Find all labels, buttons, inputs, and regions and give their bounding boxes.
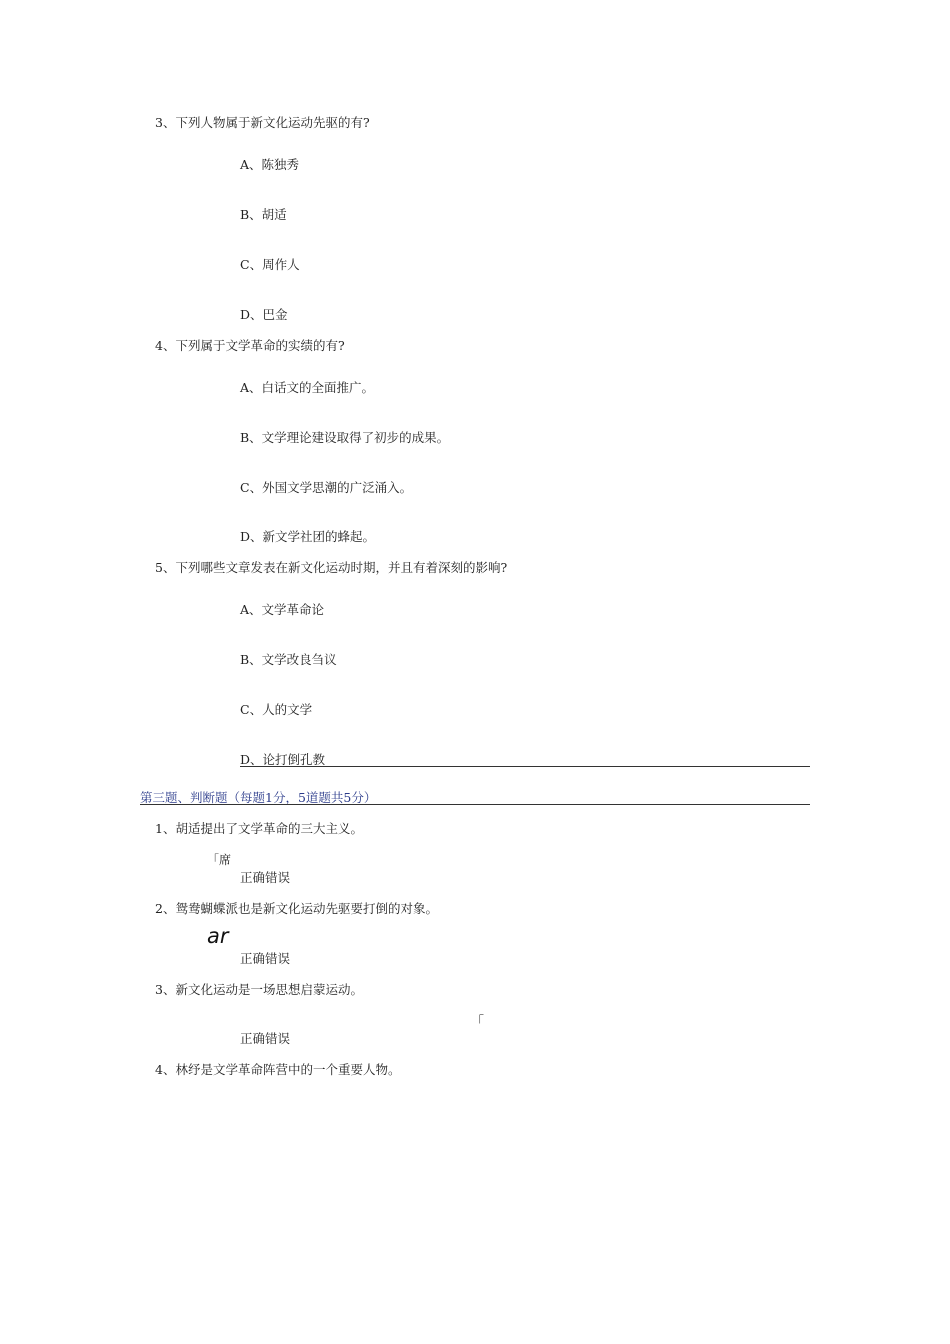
divider-line — [240, 766, 810, 767]
section-underline — [140, 804, 810, 805]
option-5a[interactable]: A、文学革命论 — [240, 602, 325, 617]
answer-choices-3[interactable]: 正确错误 — [240, 1031, 291, 1046]
option-3d[interactable]: D、巴金 — [240, 307, 288, 322]
option-3a[interactable]: A、陈独秀 — [240, 157, 300, 172]
option-4d[interactable]: D、新文学社团的蜂起。 — [240, 529, 376, 544]
option-5d[interactable]: D、论打倒孔教 — [240, 752, 326, 767]
section-title: 第三题、判断题（每题1分，5道题共5分） — [140, 790, 377, 805]
answer-marks-1: 「席 — [207, 853, 232, 867]
option-4b[interactable]: B、文学理论建设取得了初步的成果。 — [240, 430, 450, 445]
option-5b[interactable]: B、文学改良刍议 — [240, 652, 337, 667]
question-4: 4、下列属于文学革命的实绩的有? — [155, 338, 345, 353]
answer-choices-1[interactable]: 正确错误 — [240, 870, 291, 885]
option-3c[interactable]: C、周作人 — [240, 257, 300, 272]
option-4a[interactable]: A、白话文的全面推广。 — [240, 380, 375, 395]
question-5: 5、下列哪些文章发表在新文化运动时期，并且有着深刻的影响? — [155, 560, 508, 575]
judge-question-1: 1、胡适提出了文学革命的三大主义。 — [155, 821, 363, 836]
judge-question-4: 4、林纾是文学革命阵营中的一个重要人物。 — [155, 1062, 401, 1077]
answer-marks-2: ar — [207, 924, 229, 948]
judge-question-3: 3、新文化运动是一场思想启蒙运动。 — [155, 982, 363, 997]
option-5c[interactable]: C、人的文学 — [240, 702, 313, 717]
option-3b[interactable]: B、胡适 — [240, 207, 287, 222]
option-4c[interactable]: C、外国文学思潮的广泛涌入。 — [240, 480, 413, 495]
answer-marks-3: 「 — [471, 1015, 485, 1030]
answer-choices-2[interactable]: 正确错误 — [240, 951, 291, 966]
question-3: 3、下列人物属于新文化运动先驱的有? — [155, 115, 370, 130]
judge-question-2: 2、鸳鸯蝴蝶派也是新文化运动先驱要打倒的对象。 — [155, 901, 438, 916]
